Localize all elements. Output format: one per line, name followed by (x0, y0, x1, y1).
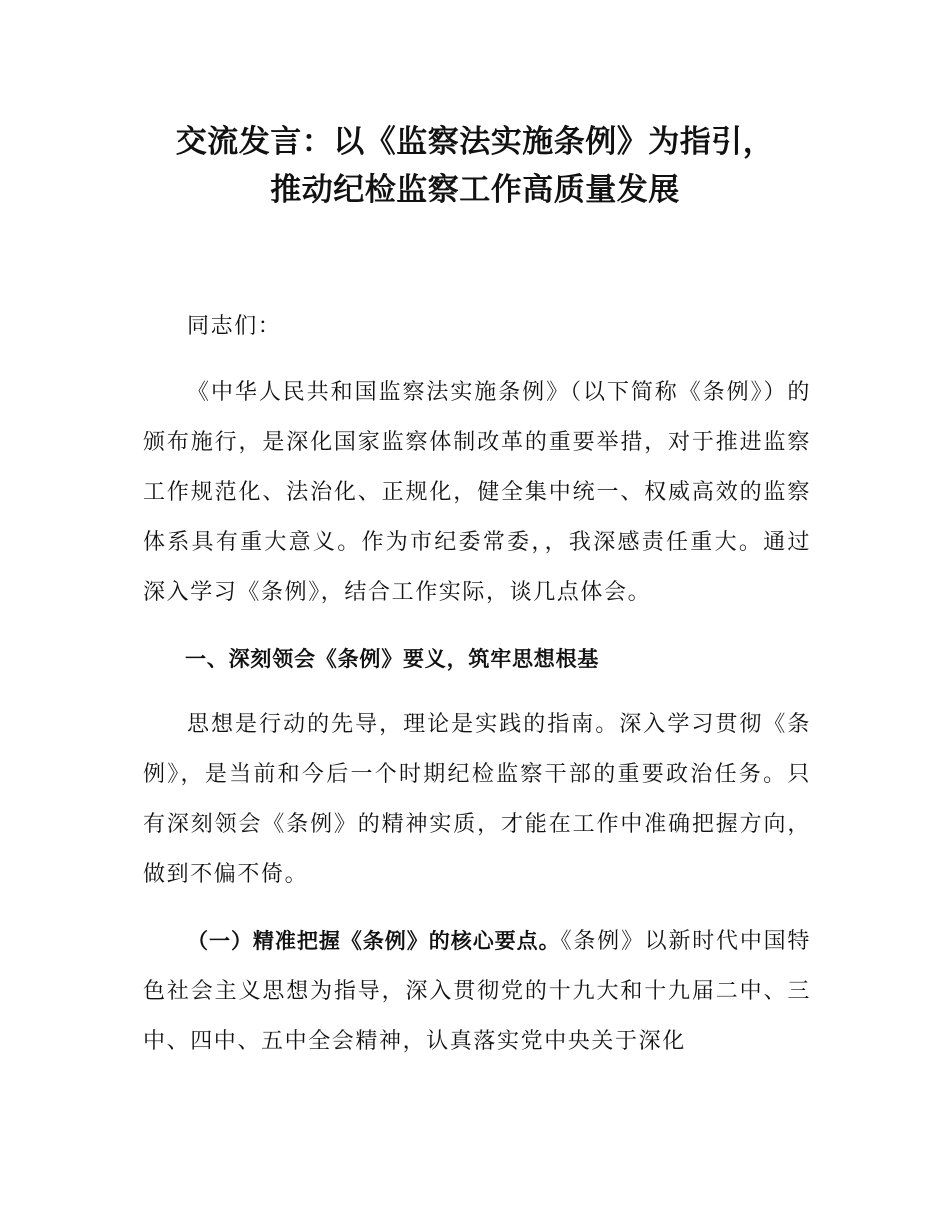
section-1-heading: 一、深刻领会《条例》要义，筑牢思想根基 (185, 647, 600, 671)
subsection-1-lead: （一）精准把握《条例》的核心要点。 (187, 929, 561, 953)
subsection-1-paragraph (143, 916, 811, 1067)
document-title (60, 118, 890, 214)
document-body (143, 302, 811, 1067)
title-line-2: 推动纪检监察工作高质量发展 (270, 172, 680, 208)
salutation: 同志们： (187, 314, 282, 339)
intro-paragraph: 《中华人民共和国监察法实施条例》（以下简称《条例》）的颁布施行，是深化国家监察体制改革的重要举措，对于推进监察工作规范化、法治化、正规化，健全集中统一、权威高效的监察体系具有重大意义。作为市纪委常委，，我深感责任重大。通过深入学习《条例》，结合工作实际，谈几点体会。 (143, 380, 811, 605)
subsection-1-text: 《条例》以新时代中国特色社会主义思想为指导，深入贯彻党的十九大和十九届二中、三中、四中、五中全会精神，认真落实党中央关于深化 (143, 929, 811, 1054)
title-line-1: 交流发言：以《监察法实施条例》为指引， (175, 124, 775, 160)
section-1-paragraph: 思想是行动的先导，理论是实践的指南。深入学习贯彻《条例》，是当前和今后一个时期纪检监察干部的重要政治任务。只有深刻领会《条例》的精神实质，才能在工作中准确把握方向，做到不偏不倚。 (143, 712, 811, 887)
